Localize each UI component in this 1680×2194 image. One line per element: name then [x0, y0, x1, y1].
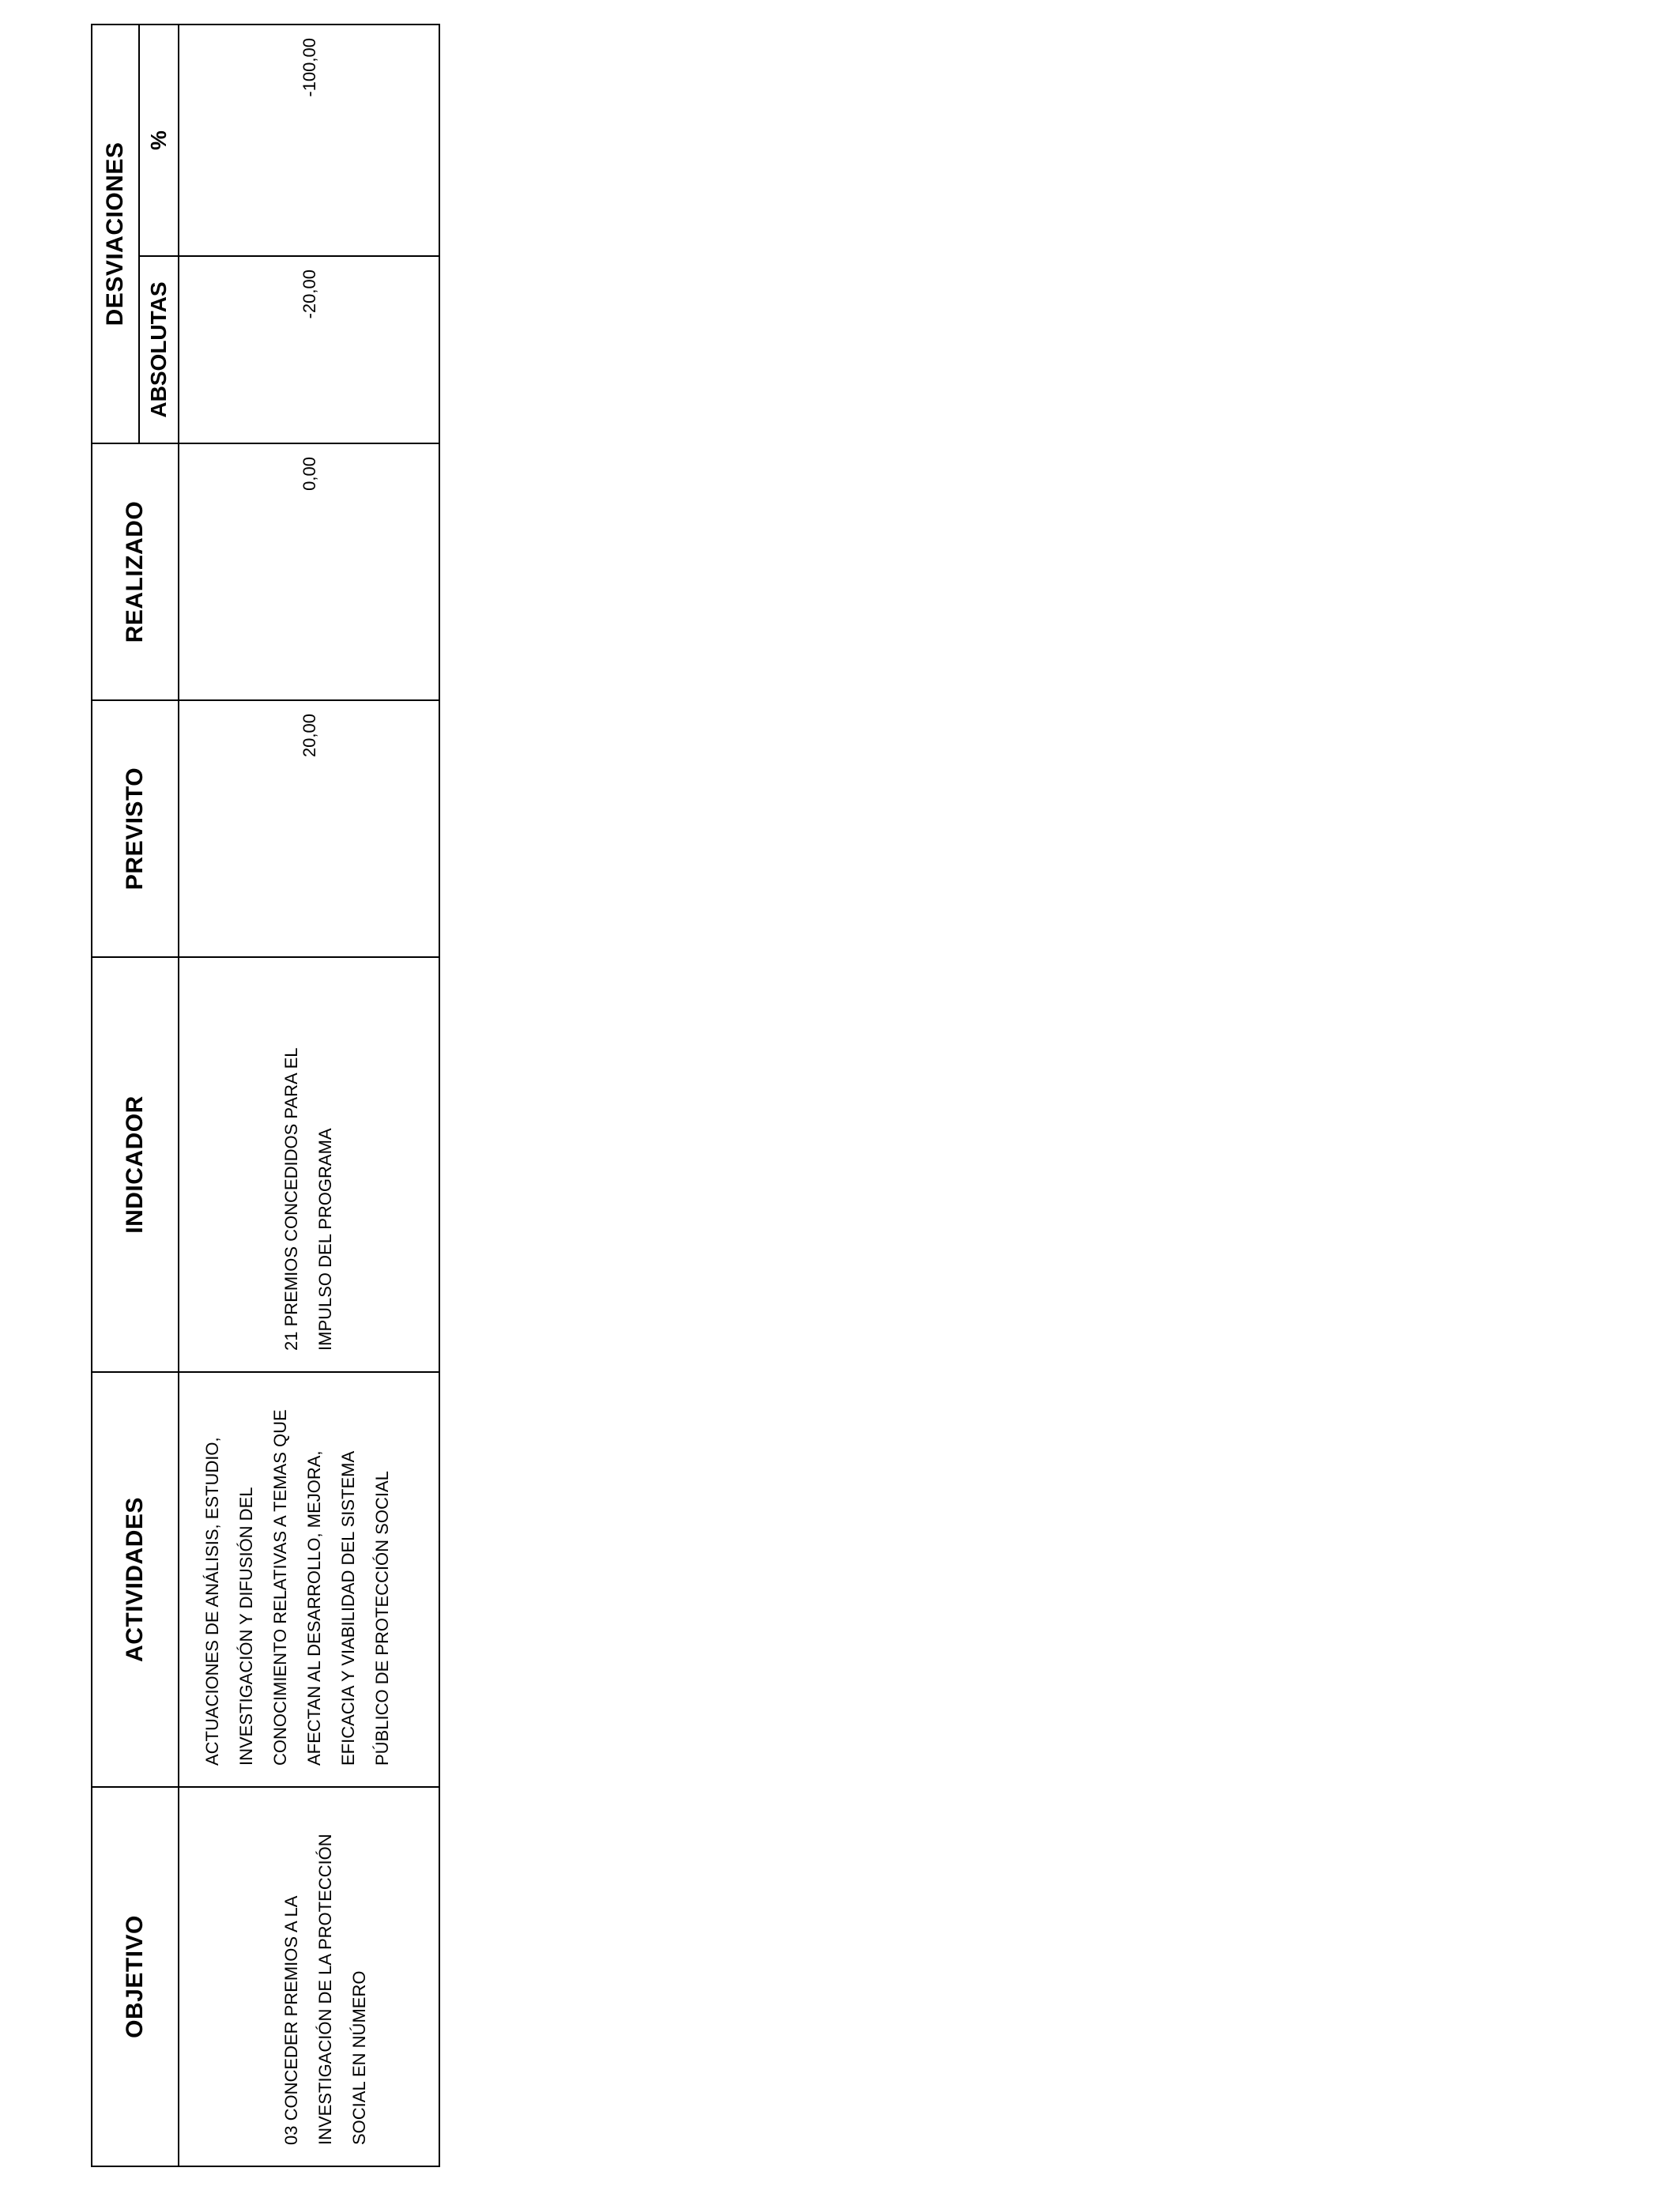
cell-porcentaje [179, 25, 439, 256]
rotated-page-frame [91, 25, 439, 2167]
header-actividades: ACTIVIDADES [92, 1372, 179, 1787]
previsto-value: 20,00 [299, 714, 319, 758]
cell-absolutas [179, 256, 439, 443]
actividades-text: ACTUACIONES DE ANÁLISIS, ESTUDIO, INVESTIGACIÓN Y DIFUSIÓN DEL CONOCIMIENTO RELATIVAS A TEMAS QUE AFECTAN AL DESARROLLO, MEJORA, EFICACIA Y VIABILIDAD DEL SISTEMA PÚBLICO DE PROTECCIÓN SOCIAL [202, 1409, 392, 1766]
objectives-table [91, 24, 440, 2167]
cell-previsto [179, 700, 439, 957]
header-indicador: INDICADOR [92, 957, 179, 1372]
absolutas-value: -20,00 [299, 270, 319, 319]
header-realizado: REALIZADO [92, 443, 179, 700]
cell-objetivo [179, 1787, 439, 2166]
header-previsto: PREVISTO [92, 700, 179, 957]
indicador-text: 21 PREMIOS CONCEDIDOS PARA EL IMPULSO DEL PROGRAMA [281, 1048, 335, 1351]
cell-actividades [179, 1372, 439, 1787]
header-absolutas: ABSOLUTAS [139, 256, 179, 443]
header-objetivo: OBJETIVO [92, 1787, 179, 2166]
header-row-top [92, 25, 139, 2166]
objetivo-text: 03 CONCEDER PREMIOS A LA INVESTIGACIÓN DE LA PROTECCIÓN SOCIAL EN NÚMERO [281, 1834, 369, 2145]
header-porcentaje: % [139, 25, 179, 256]
table-row [179, 25, 439, 2166]
cell-indicador [179, 957, 439, 1372]
realizado-value: 0,00 [299, 457, 319, 491]
cell-realizado [179, 443, 439, 700]
porcentaje-value: -100,00 [299, 38, 319, 97]
header-desviaciones: DESVIACIONES [92, 25, 139, 443]
